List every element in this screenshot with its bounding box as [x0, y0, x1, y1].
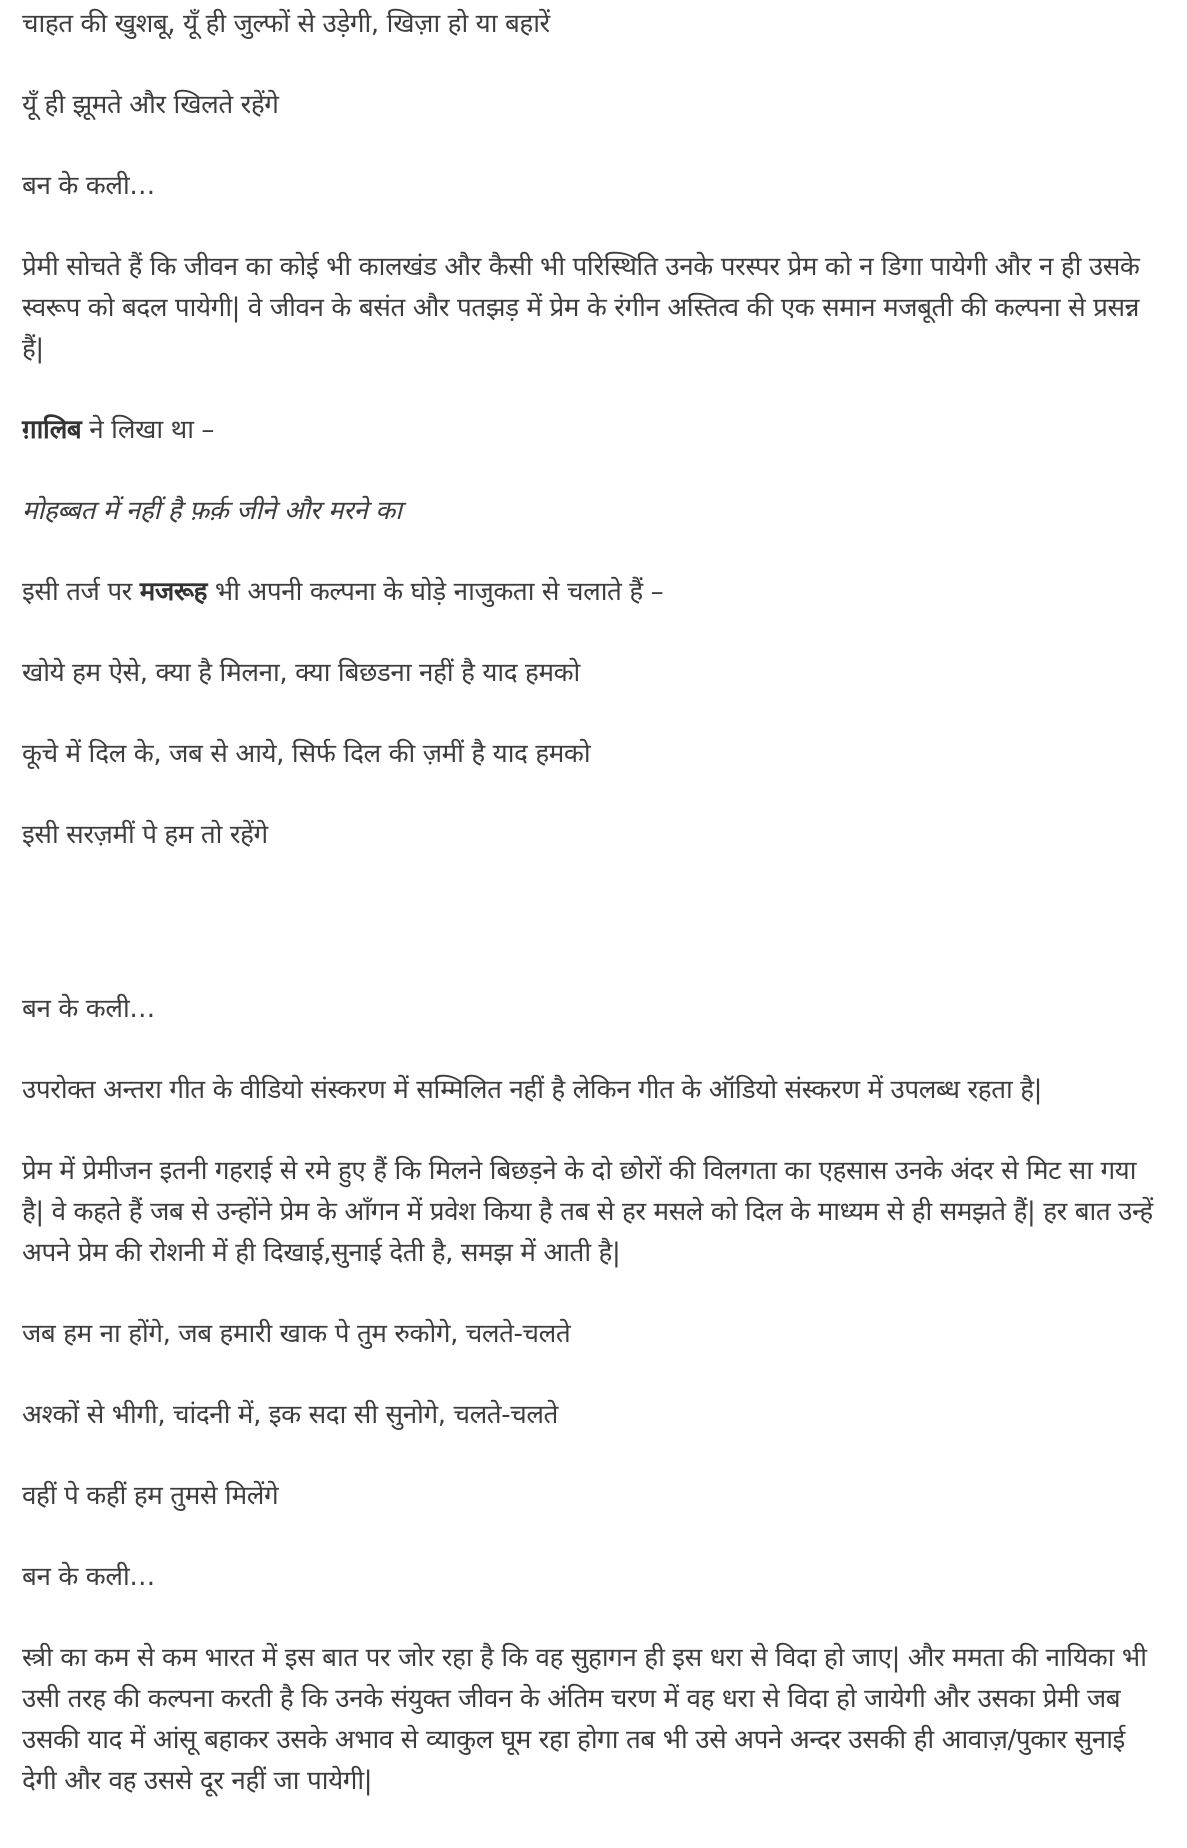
ghalib-quote: मोहब्बत में नहीं है फ़र्क़ जीने और मरने का — [22, 496, 402, 526]
lyric-refrain: बन के कली… — [22, 1562, 155, 1592]
lyric-line: जब हम ना होंगे, जब हमारी खाक पे तुम रुकोगे, चलते-चलते — [22, 1319, 571, 1349]
quote-intro-ghalib — [22, 410, 1165, 451]
lyric-line: खोये हम ऐसे, क्या है मिलना, क्या बिछडना नहीं है याद हमको — [22, 658, 580, 688]
quote-intro-majrooh — [22, 572, 1165, 613]
commentary-paragraph: प्रेमी सोचते हैं कि जीवन का कोई भी कालखंड और कैसी भी परिस्थिति उनके परस्पर प्रेम को न डिगा पायेगी और न ही उसके स्वरूप को बदल पायेगी| वे जीवन के बसंत और पतझड़ में प्रेम के रंगीन अस्तित्व की एक समान मजबूती की कल्पना से प्रसन्न हैं| — [22, 252, 1140, 364]
poet-name-majrooh: मजरूह — [139, 577, 208, 607]
commentary-paragraph: प्रेम में प्रेमीजन इतनी गहराई से रमे हुए हैं कि मिलने बिछड़ने के दो छोरों की विलगता का एहसास उनके अंदर से मिट सा गया है| वे कहते हैं जब से उन्होंने प्रेम के आँगन में प्रवेश किया है तब से हर मसले को दिल के माध्यम से ही समझते हैं| हर बात उन्हें अपने प्रेम की रोशनी में ही दिखाई,सुनाई देती है, समझ में आती है| — [22, 1156, 1153, 1268]
poet-name-ghalib: ग़ालिब — [22, 415, 82, 445]
commentary-paragraph: स्त्री का कम से कम भारत में इस बात पर जोर रहा है कि वह सुहागन ही इस धरा से विदा हो जाए| और ममता की नायिका भी उसी तरह की कल्पना करती है कि उनके संयुक्त जीवन के अंतिम चरण में वह धरा से विदा हो जायेगी और उसका प्रेमी जब उसकी याद में आंसू बहाकर उसके अभाव से व्याकुल घूम रहा होगा तब भी उसे अपने अन्दर उसकी ही आवाज़/पुकार सुनाई देगी और वह उससे दूर नहीं जा पायेगी| — [22, 1643, 1147, 1796]
lyric-refrain: बन के कली… — [22, 171, 155, 201]
quote-intro-text: ने लिखा था – — [81, 415, 214, 445]
lyric-line: यूँ ही झूमते और खिलते रहेंगे — [22, 90, 279, 120]
blank-spacer — [22, 896, 1165, 989]
intro-text-after: भी अपनी कल्पना के घोड़े नाजुकता से चलाते हैं – — [207, 577, 664, 607]
lyric-line: अश्कों से भीगी, चांदनी में, इक सदा सी सुनोगे, चलते-चलते — [22, 1400, 558, 1430]
lyric-line: कूचे में दिल के, जब से आये, सिर्फ दिल की ज़मीं है याद हमको — [22, 739, 591, 769]
lyric-line: इसी सरज़मीं पे हम तो रहेंगे — [22, 820, 268, 850]
commentary-paragraph: उपरोक्त अन्तरा गीत के वीडियो संस्करण में सम्मिलित नहीं है लेकिन गीत के ऑडियो संस्करण में उपलब्ध रहता है| — [22, 1075, 1042, 1105]
lyric-line: वहीं पे कहीं हम तुमसे मिलेंगे — [22, 1481, 279, 1511]
lyric-line: चाहत की खुशबू, यूँ ही जुल्फों से उड़ेगी, खिज़ा हो या बहारें — [22, 9, 550, 39]
lyric-refrain: बन के कली… — [22, 994, 155, 1024]
intro-text-before: इसी तर्ज पर — [22, 577, 140, 607]
